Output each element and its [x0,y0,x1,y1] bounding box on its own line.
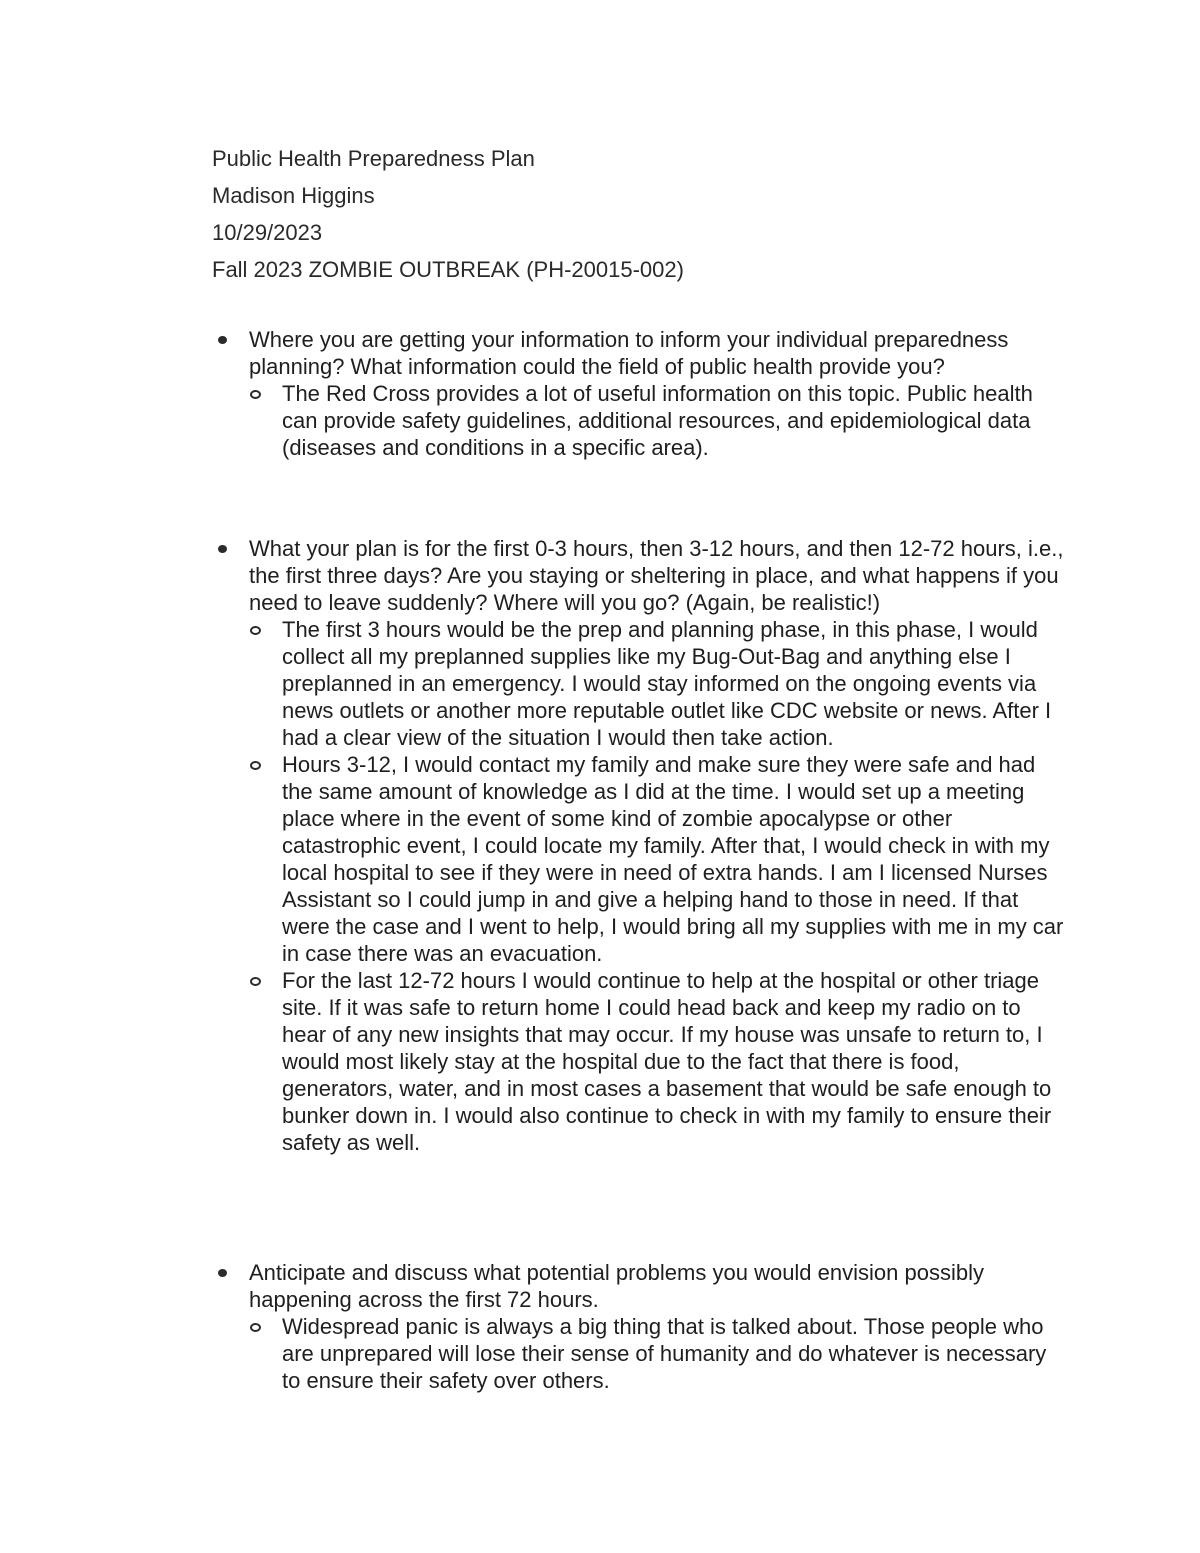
document-date: 10/29/2023 [212,220,323,245]
bullet-dot-icon [218,1269,227,1277]
bullet-dot-icon [218,545,227,553]
document-header [212,140,684,288]
section-3 [249,1259,1064,1394]
answer-item [282,616,1064,751]
question-item [249,326,1064,461]
document-title: Public Health Preparedness Plan [212,146,535,171]
bullet-dot-icon [218,336,227,344]
hollow-circle-bullet-icon [250,626,261,635]
answer-text: Widespread panic is always a big thing that is talked about. Those people who are unprepared will lose their sense of humanity and do whatever is necessary to ensure their safety over others. [282,1314,1047,1393]
author-name: Madison Higgins [212,183,375,208]
question-text: Where you are getting your information to inform your individual preparedness planning? What information could the field of public health provide you? [249,327,1009,379]
hollow-circle-bullet-icon [250,977,261,986]
course-name: Fall 2023 ZOMBIE OUTBREAK (PH-20015-002) [212,257,684,282]
question-item [249,1259,1064,1394]
answer-item [282,380,1064,461]
answer-text: The Red Cross provides a lot of useful information on this topic. Public health can provide safety guidelines, additional resources, and epidemiological data (diseases and conditions in a specific area). [282,381,1033,460]
hollow-circle-bullet-icon [250,390,261,399]
answer-item [282,967,1064,1156]
answer-text: Hours 3-12, I would contact my family and make sure they were safe and had the same amount of knowledge as I did at the time. I would set up a meeting place where in the event of some kind of zombie apocalypse or other catastrophic event, I could locate my family. After that, I would check in with my local hospital to see if they were in need of extra hands. I am I licensed Nurses Assistant so I could jump in and give a helping hand to those in need. If that were the case and I went to help, I would bring all my supplies with me in my car in case there was an evacuation. [282,752,1064,966]
question-text: Anticipate and discuss what potential problems you would envision possibly happening across the first 72 hours. [249,1260,984,1312]
question-item [249,535,1064,1156]
answer-item [282,1313,1064,1394]
answer-list [249,1313,1064,1394]
answer-item [282,751,1064,967]
answer-list [249,616,1064,1156]
answer-text: For the last 12-72 hours I would continue to help at the hospital or other triage site. If it was safe to return home I could head back and keep my radio on to hear of any new insights that may occur. If my house was unsafe to return to, I would most likely stay at the hospital due to the fact that there is food, generators, water, and in most cases a basement that would be safe enough to bunker down in. I would also continue to check in with my family to ensure their safety as well. [282,968,1052,1155]
section-2 [249,535,1064,1156]
question-text: What your plan is for the first 0-3 hours, then 3-12 hours, and then 12-72 hours, i.e., the first three days? Are you staying or sheltering in place, and what happens if you need to leave suddenly? Where will you go? (Again, be realistic!) [249,536,1064,615]
hollow-circle-bullet-icon [250,761,261,770]
answer-text: The first 3 hours would be the prep and planning phase, in this phase, I would collect all my preplanned supplies like my Bug-Out-Bag and anything else I preplanned in an emergency. I would stay informed on the ongoing events via news outlets or another more reputable outlet like CDC website or news. After I had a clear view of the situation I would then take action. [282,617,1052,750]
answer-list [249,380,1064,461]
section-1 [249,326,1064,461]
hollow-circle-bullet-icon [250,1323,261,1332]
